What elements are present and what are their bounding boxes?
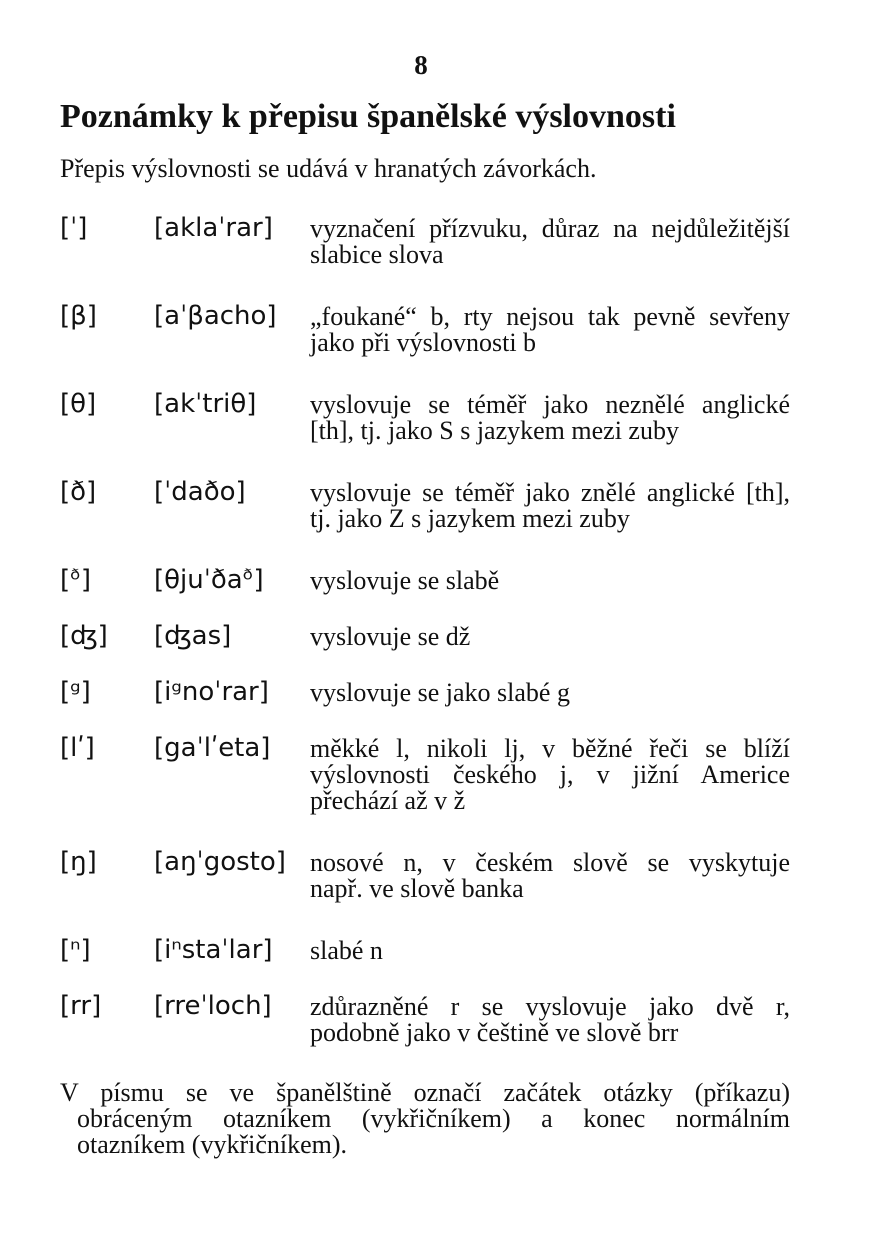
pronunciation-list [60,212,800,1078]
list-item [60,300,800,356]
page-title: Poznámky k přepisu španělské výslovnosti [60,98,676,135]
list-item [60,476,800,532]
list-item [60,564,800,594]
footer-line: V písmu se ve španělštině označí začátek otázky (příkazu) [60,1078,790,1107]
list-item [60,676,800,706]
symbol-description [310,620,790,650]
description-line: slabice slova [310,240,444,269]
symbol-description [310,476,790,532]
description-line: [th], tj. jako S s jazykem mezi zuby [310,416,679,445]
description-line: podobně jako v češtině ve slově brr [310,1018,679,1047]
phonetic-example: [aŋˈgosto] [154,847,286,877]
footer-paragraph [60,1080,790,1158]
description-line: slabé n [310,936,383,965]
description-line: vyslovuje se téměř jako neznělé anglické [310,390,790,419]
phonetic-symbol: [β] [60,301,97,331]
symbol-description [310,388,790,444]
list-item [60,388,800,444]
phonetic-symbol: [ᵍ] [60,677,91,707]
phonetic-symbol: [lʹ] [60,733,95,763]
phonetic-example: [θjuˈðaᶞ] [154,565,264,595]
symbol-description [310,934,790,964]
description-line: „foukané“ b, rty nejsou tak pevně sevřeny [310,302,790,331]
phonetic-example: [aˈβacho] [154,301,277,331]
symbol-description [310,732,790,814]
footer-line: otazníkem (vykřičníkem). [77,1130,348,1159]
description-line: např. ve slově banka [310,874,524,903]
phonetic-symbol: [ⁿ] [60,935,91,965]
description-line: měkké l, nikoli lj, v běžné řeči se blíží [310,734,790,763]
description-line: tj. jako Z s jazykem mezi zuby [310,504,630,533]
phonetic-example: [iᵍnoˈrar] [154,677,269,707]
list-item [60,846,800,902]
symbol-description [310,212,790,268]
phonetic-symbol: [ð] [60,477,97,507]
symbol-description [310,676,790,706]
phonetic-example: [ˈdaðo] [154,477,246,507]
list-item [60,990,800,1046]
description-line: nosové n, v českém slově se vyskytuje [310,848,790,877]
description-line: vyslovuje se dž [310,622,471,651]
phonetic-example: [ʤas] [154,621,232,651]
phonetic-symbol: [θ] [60,389,97,419]
phonetic-symbol: [ˈ] [60,213,88,243]
description-line: zdůrazněné r se vyslovuje jako dvě r, [310,992,790,1021]
phonetic-example: [iⁿstaˈlar] [154,935,273,965]
phonetic-example: [rreˈloch] [154,991,272,1021]
list-item [60,212,800,268]
list-item [60,620,800,650]
symbol-description [310,564,790,594]
phonetic-symbol: [ʤ] [60,621,108,651]
symbol-description [310,300,790,356]
description-line: vyslovuje se slabě [310,566,500,595]
page-number: 8 [414,50,428,80]
phonetic-symbol: [rr] [60,991,102,1021]
description-line: jako při výslovnosti b [310,328,537,357]
description-line: vyslovuje se jako slabé g [310,678,570,707]
description-line: vyznačení přízvuku, důraz na nejdůležitější [310,214,790,243]
description-line: přechází až v ž [310,786,466,815]
phonetic-symbol: [ŋ] [60,847,97,877]
symbol-description [310,846,790,902]
phonetic-example: [aklaˈrar] [154,213,273,243]
phonetic-example: [gaˈlʹeta] [154,733,271,763]
list-item [60,934,800,964]
list-item [60,732,800,814]
phonetic-example: [akˈtriθ] [154,389,257,419]
description-line: výslovnosti českého j, v jižní Americe [310,760,790,789]
footer-line: obráceným otazníkem (vykřičníkem) a konec normálním [77,1104,790,1133]
symbol-description [310,990,790,1046]
description-line: vyslovuje se téměř jako znělé anglické [th], [310,478,790,507]
phonetic-symbol: [ᶞ] [60,565,92,595]
intro-text: Přepis výslovnosti se udává v hranatých závorkách. [60,154,597,183]
